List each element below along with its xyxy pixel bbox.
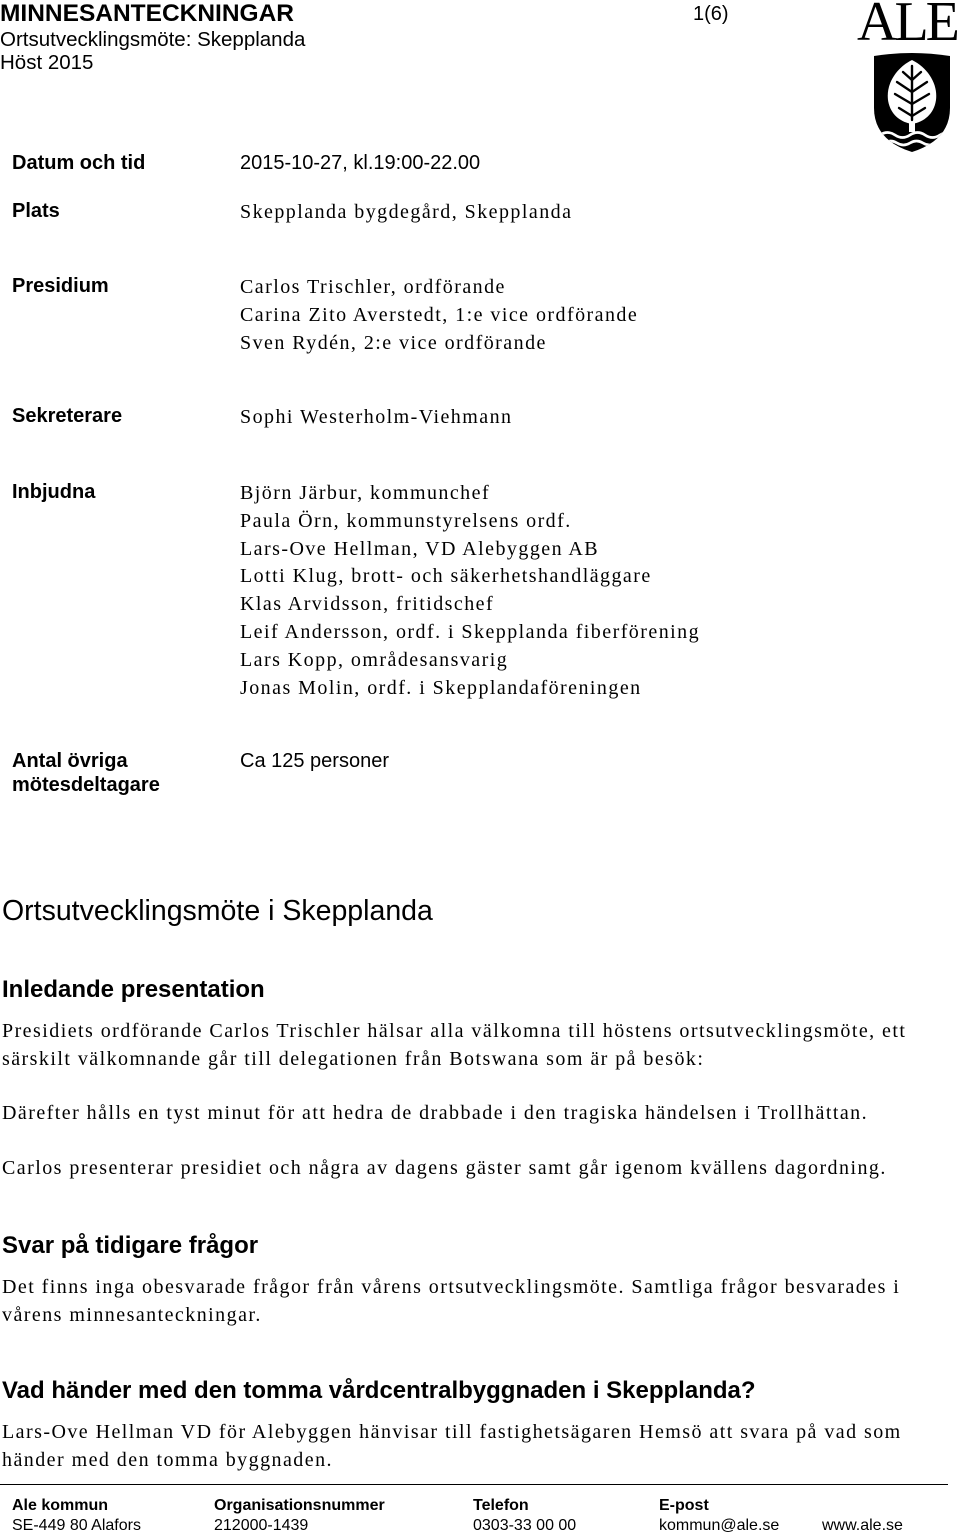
detail-line: Carina Zito Averstedt, 1:e vice ordförande (240, 303, 639, 326)
footer-label: Telefon (473, 1497, 529, 1514)
detail-line: Björn Järbur, kommunchef (240, 482, 491, 504)
section-heading: Ortsutvecklingsmöte i Skepplanda (2, 895, 433, 927)
detail-label: Plats (12, 200, 60, 222)
document-title: MINNESANTECKNINGAR (0, 0, 294, 27)
detail-line: Lars-Ove Hellman, VD Alebyggen AB (240, 537, 600, 560)
detail-label: Presidium (12, 275, 109, 297)
detail-value (240, 199, 940, 227)
tree-shield-icon (868, 50, 956, 154)
footer-column-phone (473, 1496, 576, 1536)
page-number: 1(6) (693, 3, 729, 25)
detail-value (240, 149, 940, 177)
footer-website: www.ale.se (822, 1517, 903, 1534)
detail-line: Leif Andersson, ordf. i Skepplanda fiberförening (240, 620, 701, 643)
detail-line: Paula Örn, kommunstyrelsens ordf. (240, 509, 572, 532)
footer-value: SE-449 80 Alafors (12, 1517, 141, 1534)
paragraph: Lars-Ove Hellman VD för Alebyggen hänvisar till fastighetsägaren Hemsö att svara på vad som händer med den tomma byggnaden. (2, 1421, 902, 1471)
footer-value: 0303-33 00 00 (473, 1517, 577, 1534)
detail-value (240, 747, 940, 775)
footer-label: E-post (659, 1497, 709, 1514)
detail-line: Lars Kopp, områdesansvarig (240, 648, 509, 671)
footer-label: Organisationsnummer (214, 1497, 385, 1514)
subsection-title: Vad händer med den tomma vårdcentralbyggnaden i Skepplanda? (2, 1377, 756, 1404)
footer-column-municipality (12, 1496, 141, 1536)
detail-value (240, 274, 940, 357)
footer-value: 212000-1439 (214, 1517, 309, 1534)
detail-label: Inbjudna (12, 481, 96, 503)
detail-value (240, 480, 940, 702)
subsection-title: Svar på tidigare frågor (2, 1232, 259, 1259)
detail-line: Klas Arvidsson, fritidschef (240, 593, 495, 616)
detail-line: Sven Rydén, 2:e vice ordförande (240, 331, 547, 354)
paragraph: Det finns inga obesvarade frågor från vårens ortsutvecklingsmöte. Samtliga frågor besvarades i vårens minnesanteckningar. (2, 1276, 901, 1326)
detail-line: Skepplanda bygdegård, Skepplanda (240, 201, 573, 223)
detail-label: Antal övriga mötesdeltagare (12, 750, 160, 796)
detail-value (240, 404, 940, 432)
detail-label: Sekreterare (12, 405, 123, 427)
footer-label: Ale kommun (12, 1497, 109, 1514)
detail-line: 2015-10-27, kl.19:00-22.00 (240, 152, 481, 174)
footer-column-email (659, 1496, 779, 1536)
detail-line: Sophi Westerholm-Viehmann (240, 406, 513, 428)
detail-label: Datum och tid (12, 152, 146, 174)
meeting-name: Ortsutvecklingsmöte: Skepplanda (0, 28, 306, 51)
footer-divider (0, 1484, 948, 1485)
detail-line: Carlos Trischler, ordförande (240, 276, 506, 298)
ale-logo-wordmark: ALE (857, 0, 957, 53)
meeting-term: Höst 2015 (0, 51, 94, 74)
paragraph: Carlos presenterar presidiet och några av dagens gäster samt går igenom kvällens dagordning. (2, 1157, 887, 1179)
detail-line: Ca 125 personer (240, 750, 389, 772)
footer-value: kommun@ale.se (659, 1517, 780, 1534)
footer-column-org-number (214, 1496, 385, 1536)
detail-line: Lotti Klug, brott- och säkerhetshandläggare (240, 565, 652, 588)
subsection-title: Inledande presentation (2, 976, 265, 1003)
paragraph: Presidiets ordförande Carlos Trischler hälsar alla välkomna till höstens ortsutvecklingsmöte, ett särskilt välkomnande går till delegationen från Botswana som är på besök: (2, 1020, 907, 1070)
detail-line: Jonas Molin, ordf. i Skepplandaföreningen (240, 676, 642, 699)
paragraph: Därefter hålls en tyst minut för att hedra de drabbade i den tragiska händelsen i Trollhättan. (2, 1102, 869, 1124)
